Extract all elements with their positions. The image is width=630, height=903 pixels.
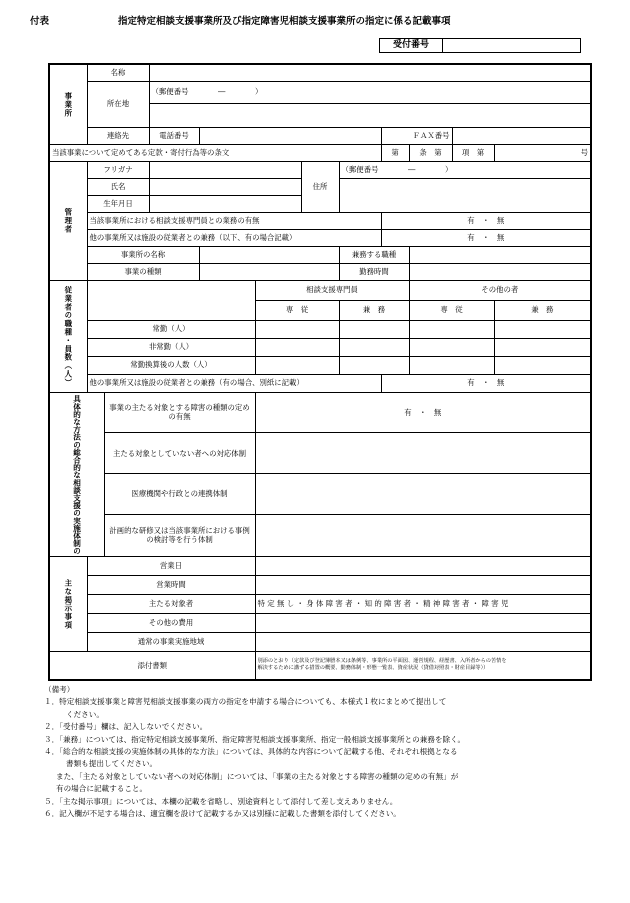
attachments-line-1: 別添のとおり（定款及び登記簿謄本又は条例等、事業所の平面図、運営規程、経歴書、入所者からの苦情を [257, 657, 507, 664]
page-title: 指定特定相談支援事業所及び指定障害児相談支援事業所の指定に係る記載事項 [118, 16, 451, 27]
system-r4-field[interactable] [255, 514, 591, 556]
staff-col-other: その他の者 [409, 280, 591, 300]
receipt-number-box [379, 38, 581, 53]
notice-r3-label: 主たる対象者 [87, 595, 255, 614]
office-name-field[interactable] [149, 64, 591, 81]
notice-section-label: 主な掲示事項 [49, 557, 87, 652]
system-r2-label: 主たる対象としていない者への対応体制 [104, 433, 255, 474]
concurrent-office-type-label: 事業の種類 [87, 263, 199, 280]
form-tag: 付表 [30, 16, 50, 27]
manager-address-label: 住所 [301, 161, 339, 212]
articles-go: 号 [494, 144, 591, 161]
articles-jo: 条 第 [409, 144, 452, 161]
office-section-label: 事業所 [49, 64, 87, 144]
staff-row-parttime: 非常勤（人） [87, 338, 255, 356]
notice-r1-field[interactable] [255, 557, 591, 576]
manager-dob-label: 生年月日 [87, 195, 149, 212]
notice-r4-field[interactable] [255, 614, 591, 633]
staff-specialist-full: 専 従 [255, 300, 339, 320]
staff-cell[interactable] [255, 320, 339, 338]
staff-cell[interactable] [339, 320, 409, 338]
remark-1-cont: ください。 [66, 709, 104, 719]
system-r1-label: 事業の主たる対象とする障害の種類の定めの有無 [104, 392, 255, 433]
system-r4-label: 計画的な研修又は当該事業所における事例の検討等を行う体制 [104, 514, 255, 556]
articles-ko: 項 第 [452, 144, 494, 161]
receipt-number-label: 受付番号 [380, 39, 443, 52]
system-r3-field[interactable] [255, 474, 591, 515]
concurrent-office-type-field[interactable] [199, 263, 339, 280]
articles-label: 当該事業について定めてある定款・寄付行為等の条文 [49, 144, 381, 161]
staff-row-fte: 常勤換算後の人数（人） [87, 356, 255, 374]
staff-col-specialist: 相談支援専門員 [255, 280, 409, 300]
notice-r2-field[interactable] [255, 576, 591, 595]
staff-section-label: 従業者の職種・員数（人） [49, 280, 87, 392]
notice-r5-label: 通常の事業実施地域 [87, 633, 255, 652]
office-name-label: 名称 [87, 64, 149, 81]
manager-q1-choice[interactable]: 有 ・ 無 [381, 212, 591, 229]
office-fax-field[interactable] [452, 127, 591, 144]
manager-q2-label: 他の事業所又は施設の従業者との兼務（以下、有の場合記載） [87, 229, 381, 246]
manager-address-field[interactable] [339, 178, 591, 212]
remarks [44, 684, 604, 820]
attachments-line-2: 解決するために講ずる措置の概要、勤務体制・形態一覧表、資産状況（貸借対照表・財産目録等）） [257, 665, 489, 672]
office-contact-label: 連絡先 [87, 127, 149, 144]
concurrent-office-name-field[interactable] [199, 246, 339, 263]
staff-cell[interactable] [409, 338, 494, 356]
system-r3-label: 医療機関や行政との連携体制 [104, 474, 255, 515]
attachments-text [255, 652, 591, 680]
concurrent-hours-field[interactable] [409, 263, 591, 280]
remarks-heading: （備考） [44, 685, 75, 694]
remark-6: ６．記入欄が不足する場合は、適宜欄を設けて記載するか又は別様に記載した書類を添付してください。 [44, 809, 401, 819]
office-postal-text: （郵便番号 ― ） [151, 87, 263, 97]
staff-cell[interactable] [494, 356, 591, 374]
staff-row-fulltime: 常勤（人） [87, 320, 255, 338]
articles-dai: 第 [381, 144, 409, 161]
staff-cell[interactable] [255, 356, 339, 374]
staff-corner [87, 280, 255, 320]
system-r1-choice[interactable]: 有 ・ 無 [255, 392, 591, 433]
manager-furigana-field[interactable] [149, 161, 301, 178]
staff-other-full: 専 従 [409, 300, 494, 320]
office-phone-label: 電話番号 [149, 127, 199, 144]
staff-other-concurrent: 兼 務 [494, 300, 591, 320]
manager-q2-choice[interactable]: 有 ・ 無 [381, 229, 591, 246]
manager-name-field[interactable] [149, 178, 301, 195]
staff-cell[interactable] [339, 356, 409, 374]
concurrent-job-field[interactable] [409, 246, 591, 263]
office-fax-label: ＦＡＸ番号 [381, 127, 452, 144]
notice-r4-label: その他の費用 [87, 614, 255, 633]
concurrent-hours-label: 勤務時間 [339, 263, 409, 280]
remark-4: ４．「総合的な相談支援の実施体制の具体的な方法」については、具体的な内容について記載する他、それぞれ根拠となる [44, 747, 458, 757]
office-address-label: 所在地 [87, 81, 149, 127]
manager-postal-text: （郵便番号 ― ） [341, 164, 453, 174]
remark-5: ５．「主な掲示事項」については、本欄の記載を省略し、別途資料として添付して差し支えありません。 [44, 796, 398, 806]
manager-furigana-label: フリガナ [87, 161, 149, 178]
attachments-label: 添付書類 [49, 652, 255, 680]
staff-concurrent-choice[interactable]: 有 ・ 無 [381, 374, 591, 392]
notice-r1-label: 営業日 [87, 557, 255, 576]
remark-2: ２．「受付番号」欄は、記入しないでください。 [44, 722, 208, 732]
notice-r3-choice[interactable]: 特 定 無 し ・ 身 体 障 害 者 ・ 知 的 障 害 者 ・ 精 神 障 害 者 ・ 障 害 児 [255, 595, 591, 614]
application-form-table [48, 63, 592, 681]
concurrent-office-name-label: 事業所の名称 [87, 246, 199, 263]
staff-cell[interactable] [409, 320, 494, 338]
notice-r5-field[interactable] [255, 633, 591, 652]
manager-section-label: 管理者 [49, 161, 87, 280]
office-postal-field[interactable] [149, 81, 591, 103]
system-section-label: 具体的な方法の総合的な相談支援の実施体制の [49, 392, 104, 557]
staff-cell[interactable] [494, 338, 591, 356]
staff-cell[interactable] [409, 356, 494, 374]
concurrent-job-label: 兼務する職種 [339, 246, 409, 263]
remark-4-cont: 書類も提出してください。 [66, 759, 158, 769]
staff-cell[interactable] [255, 338, 339, 356]
manager-name-label: 氏名 [87, 178, 149, 195]
remark-1: １．特定相談支援事業と障害児相談支援事業の両方の指定を申請する場合についても、本様式１枚にまとめて提出して [44, 697, 447, 707]
manager-postal-field[interactable] [339, 161, 591, 178]
staff-specialist-concurrent: 兼 務 [339, 300, 409, 320]
manager-dob-field[interactable] [149, 195, 301, 212]
remark-4-extra-cont: 有の場合に記載すること。 [56, 784, 148, 794]
office-phone-field[interactable] [199, 127, 381, 144]
staff-cell[interactable] [339, 338, 409, 356]
receipt-number-field[interactable] [443, 39, 580, 52]
notice-r2-label: 営業時間 [87, 576, 255, 595]
remark-3: ３．「兼務」については、指定特定相談支援事業所、指定障害児相談支援事業所、指定一般相談支援事業所との兼務を除く。 [44, 734, 466, 744]
remark-4-extra: また、「主たる対象としていない者への対応体制」については、「事業の主たる対象とする障害の種類の定めの有無」が [56, 771, 459, 781]
staff-concurrent-label: 他の事業所又は施設の従業者との兼務（有の場合、別紙に記載） [87, 374, 381, 392]
system-r2-field[interactable] [255, 433, 591, 474]
staff-cell[interactable] [494, 320, 591, 338]
office-address-field[interactable] [149, 103, 591, 127]
manager-q1-label: 当該事業所における相談支援専門員との業務の有無 [87, 212, 381, 229]
